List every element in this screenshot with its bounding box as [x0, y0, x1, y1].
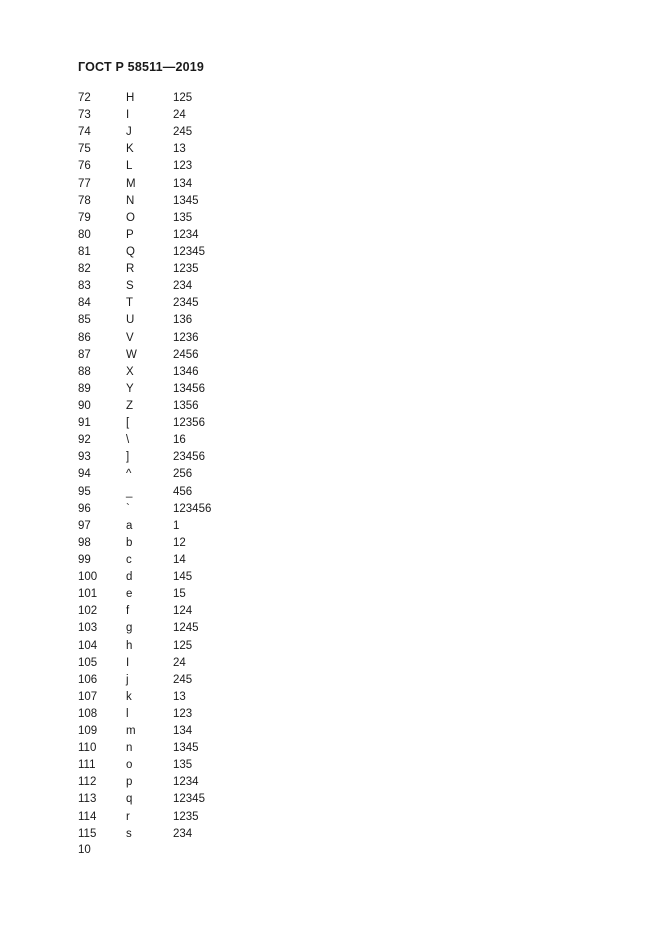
dots-cell: 136: [173, 314, 193, 327]
code-cell: 97: [78, 519, 91, 532]
dots-cell: 1235: [173, 263, 199, 276]
code-cell: 80: [78, 228, 91, 241]
code-cell: 109: [78, 725, 98, 738]
dots-cell: 1236: [173, 331, 199, 344]
character-cell: o: [126, 759, 133, 772]
code-cell: 92: [78, 434, 91, 447]
character-cell: a: [126, 519, 133, 532]
character-cell: R: [126, 263, 135, 276]
character-cell: b: [126, 536, 133, 549]
code-cell: 107: [78, 690, 98, 703]
code-cell: 93: [78, 451, 91, 464]
dots-cell: 125: [173, 92, 193, 104]
character-cell: P: [126, 228, 134, 241]
dots-cell: 1245: [173, 622, 199, 635]
dots-cell: 234: [173, 280, 193, 293]
character-cell: X: [126, 365, 134, 378]
code-cell: 100: [78, 571, 98, 584]
character-cell: J: [126, 126, 132, 139]
code-cell: 113: [78, 793, 97, 806]
page-number: 10: [78, 844, 91, 856]
dots-cell: 13: [173, 690, 186, 703]
character-cell: `: [126, 502, 130, 515]
code-cell: 86: [78, 331, 91, 344]
character-cell: p: [126, 776, 133, 789]
dots-cell: 1345: [173, 742, 199, 755]
code-cell: 95: [78, 485, 91, 498]
character-cell: r: [126, 810, 130, 823]
character-cell: s: [126, 827, 132, 840]
character-cell: I: [126, 109, 130, 122]
code-cell: 111: [78, 759, 96, 772]
character-cell: Y: [126, 382, 134, 395]
character-cell: I: [126, 656, 130, 669]
code-cell: 76: [78, 160, 91, 173]
dots-cell: 12345: [173, 793, 205, 806]
dots-cell: 1234: [173, 776, 199, 789]
code-cell: 83: [78, 280, 91, 293]
code-cell: 79: [78, 211, 91, 224]
character-cell: Q: [126, 245, 135, 258]
dots-cell: 135: [173, 759, 193, 772]
code-cell: 115: [78, 827, 97, 840]
character-cell: _: [126, 485, 133, 498]
code-cell: 72: [78, 92, 91, 104]
dots-cell: 456: [173, 485, 193, 498]
code-cell: 103: [78, 622, 98, 635]
dots-cell: 245: [173, 126, 193, 139]
dots-cell: 1346: [173, 365, 199, 378]
character-cell: j: [126, 673, 129, 686]
code-cell: 101: [78, 588, 98, 601]
dots-cell: 2345: [173, 297, 199, 310]
dots-cell: 24: [173, 109, 186, 122]
character-cell: l: [126, 707, 129, 720]
dots-cell: 234: [173, 827, 193, 840]
code-cell: 102: [78, 605, 98, 618]
dots-cell: 123: [173, 160, 193, 173]
character-cell: Z: [126, 399, 134, 412]
code-cell: 75: [78, 143, 91, 156]
dots-cell: 16: [173, 434, 186, 447]
code-cell: 104: [78, 639, 98, 652]
code-cell: 98: [78, 536, 91, 549]
character-cell: c: [126, 553, 132, 566]
character-cell: N: [126, 194, 135, 207]
code-cell: 88: [78, 365, 91, 378]
character-cell: U: [126, 314, 135, 327]
dots-cell: 1: [173, 519, 180, 532]
dots-cell: 1345: [173, 194, 199, 207]
dots-cell: 1234: [173, 228, 199, 241]
character-cell: k: [126, 690, 132, 703]
dots-cell: 14: [173, 553, 186, 566]
dots-cell: 12345: [173, 245, 205, 258]
dots-cell: 1235: [173, 810, 199, 823]
code-cell: 81: [78, 245, 91, 258]
code-cell: 96: [78, 502, 91, 515]
dots-cell: 13: [173, 143, 186, 156]
code-cell: 108: [78, 707, 98, 720]
dots-cell: 1356: [173, 399, 199, 412]
dots-cell: 125: [173, 639, 193, 652]
code-cell: 89: [78, 382, 91, 395]
code-cell: 99: [78, 553, 91, 566]
code-cell: 110: [78, 742, 97, 755]
code-cell: 91: [78, 417, 91, 430]
document-header: ГОСТ Р 58511—2019: [78, 60, 205, 74]
character-cell: h: [126, 639, 133, 652]
character-cell: W: [126, 348, 137, 361]
code-cell: 94: [78, 468, 91, 481]
character-cell: K: [126, 143, 134, 156]
character-cell: S: [126, 280, 134, 293]
code-cell: 87: [78, 348, 91, 361]
character-cell: H: [126, 92, 135, 104]
character-cell: V: [126, 331, 134, 344]
code-cell: 90: [78, 399, 91, 412]
code-cell: 77: [78, 177, 91, 190]
dots-cell: 23456: [173, 451, 205, 464]
character-cell: M: [126, 177, 136, 190]
character-cell: ^: [126, 468, 132, 481]
dots-cell: 13456: [173, 382, 205, 395]
dots-cell: 145: [173, 571, 193, 584]
code-cell: 112: [78, 776, 97, 789]
character-cell: \: [126, 434, 130, 447]
dots-cell: 2456: [173, 348, 199, 361]
character-cell: [: [126, 417, 130, 430]
code-cell: 105: [78, 656, 98, 669]
code-cell: 82: [78, 263, 91, 276]
dots-cell: 123: [173, 707, 193, 720]
code-cell: 106: [78, 673, 98, 686]
code-cell: 84: [78, 297, 91, 310]
code-cell: 78: [78, 194, 91, 207]
dots-cell: 124: [173, 605, 193, 618]
dots-cell: 15: [173, 588, 186, 601]
character-cell: T: [126, 297, 134, 310]
dots-cell: 123456: [173, 502, 212, 515]
code-cell: 73: [78, 109, 91, 122]
character-cell: g: [126, 622, 133, 635]
code-cell: 74: [78, 126, 91, 139]
character-cell: ]: [126, 451, 130, 464]
dots-cell: 134: [173, 725, 193, 738]
character-cell: q: [126, 793, 133, 806]
dots-cell: 12: [173, 536, 186, 549]
dots-cell: 135: [173, 211, 193, 224]
dots-cell: 24: [173, 656, 186, 669]
character-cell: O: [126, 211, 135, 224]
character-cell: L: [126, 160, 133, 173]
character-cell: f: [126, 605, 130, 618]
dots-cell: 256: [173, 468, 193, 481]
character-cell: n: [126, 742, 133, 755]
character-cell: e: [126, 588, 133, 601]
code-cell: 85: [78, 314, 91, 327]
dots-cell: 12356: [173, 417, 205, 430]
character-cell: d: [126, 571, 133, 584]
code-cell: 114: [78, 810, 97, 823]
character-cell: m: [126, 725, 136, 738]
dots-cell: 245: [173, 673, 193, 686]
dots-cell: 134: [173, 177, 193, 190]
